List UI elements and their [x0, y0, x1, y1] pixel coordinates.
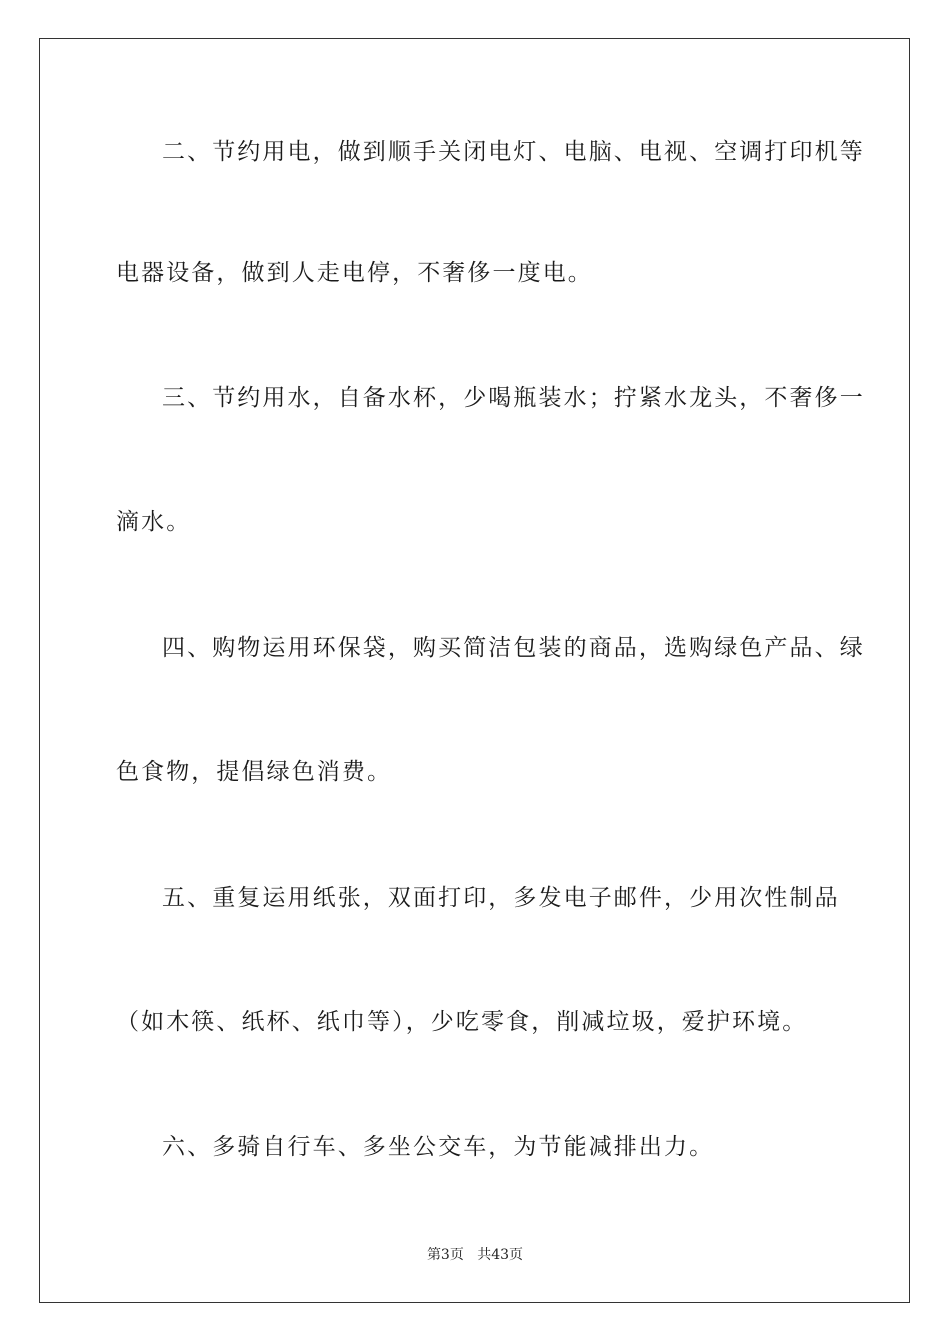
paragraph-3-line-2: 滴水。 — [116, 509, 192, 535]
paragraph-4-line-2: 色食物，提倡绿色消费。 — [116, 759, 393, 785]
paragraph-3-line-1: 三、节约用水，自备水杯，少喝瓶装水；拧紧水龙头，不奢侈一 — [162, 385, 865, 411]
page-footer — [0, 1246, 950, 1264]
page-number: 第3页 — [426, 1247, 464, 1263]
page-total: 共43页 — [477, 1247, 524, 1263]
paragraph-2-line-1: 二、节约用电，做到顺手关闭电灯、电脑、电视、空调打印机等 — [162, 139, 865, 165]
paragraph-5-line-2: （如木筷、纸杯、纸巾等），少吃零食，削减垃圾，爱护环境。 — [116, 1009, 808, 1035]
page-border — [39, 38, 910, 1303]
paragraph-6-line-1: 六、多骑自行车、多坐公交车，为节能减排出力。 — [162, 1134, 715, 1160]
paragraph-2-line-2: 电器设备，做到人走电停，不奢侈一度电。 — [116, 260, 593, 286]
paragraph-4-line-1: 四、购物运用环保袋，购买简洁包装的商品，选购绿色产品、绿 — [162, 635, 865, 661]
paragraph-5-line-1: 五、重复运用纸张，双面打印，多发电子邮件，少用次性制品 — [162, 885, 840, 911]
